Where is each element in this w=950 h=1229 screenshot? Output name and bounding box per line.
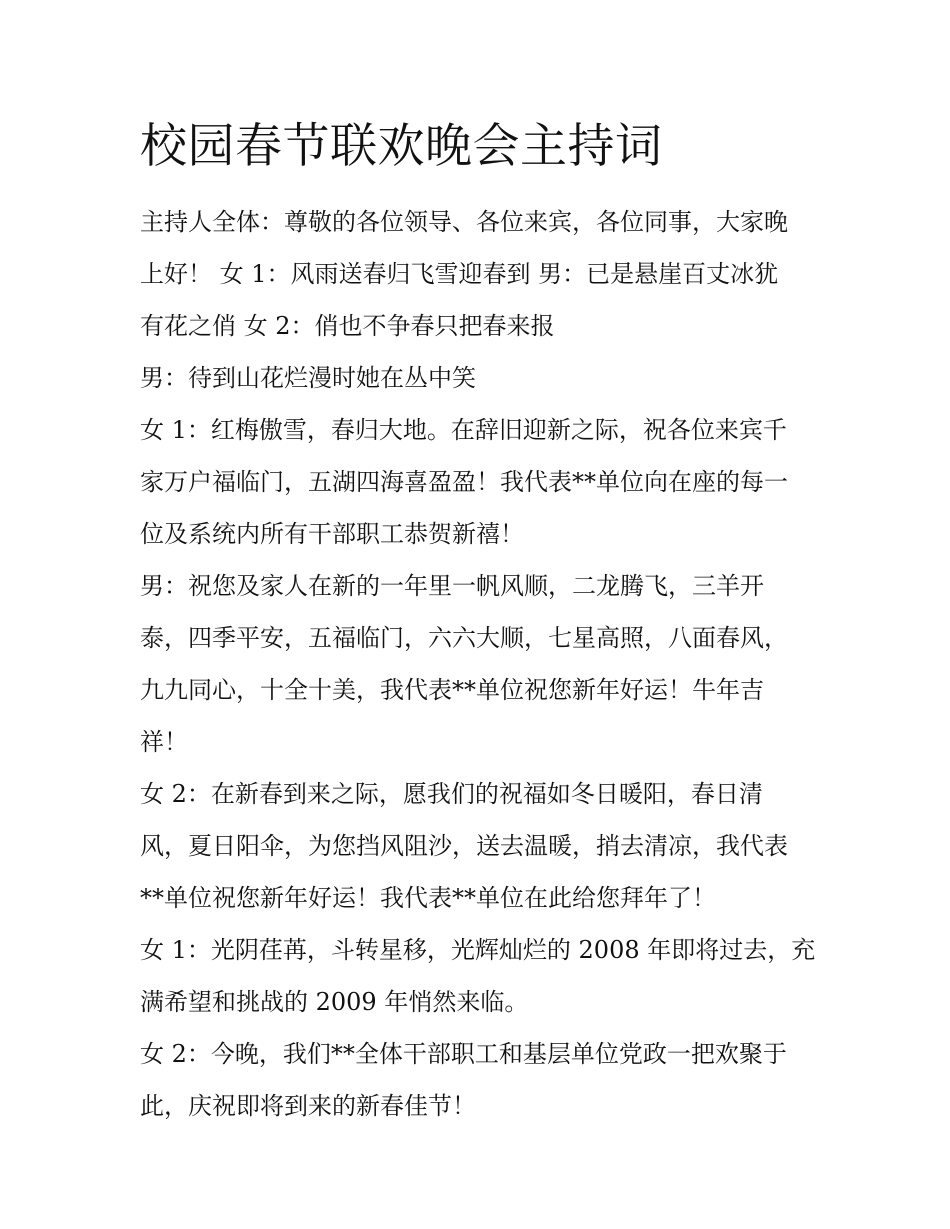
text-line: 女 1：红梅傲雪，春归大地。在辞旧迎新之际，祝各位来宾千 (140, 416, 787, 444)
text-line: 满希望和挑战的 2009 年悄然来临。 (140, 988, 529, 1016)
text-line: 祥！ (140, 728, 188, 756)
text-line: 九九同心，十全十美，我代表**单位祝您新年好运！牛年吉 (140, 676, 764, 704)
text-line: 女 2：在新春到来之际，愿我们的祝福如冬日暖阳，春日清 (140, 780, 763, 808)
document-body (140, 196, 820, 1132)
text-line: 泰，四季平安，五福临门，六六大顺，七星高照，八面春风， (140, 624, 788, 652)
document-title: 校园春节联欢晚会主持词 (140, 119, 663, 174)
text-line: **单位祝您新年好运！我代表**单位在此给您拜年了！ (140, 884, 716, 912)
text-line: 上好！ 女 1：风雨送春归飞雪迎春到 男：已是悬崖百丈冰犹 (140, 260, 779, 288)
text-line: 女 2：今晚，我们**全体干部职工和基层单位党政一把欢聚于 (140, 1040, 787, 1068)
text-line: 男：待到山花烂漫时她在丛中笑 (140, 364, 476, 392)
text-line: 女 1：光阴荏苒，斗转星移，光辉灿烂的 2008 年即将过去，充 (140, 936, 816, 964)
text-line: 位及系统内所有干部职工恭贺新禧！ (140, 520, 524, 548)
text-line: 风，夏日阳伞，为您挡风阻沙，送去温暖，捎去清凉，我代表 (140, 832, 788, 860)
text-line: 有花之俏 女 2：俏也不争春只把春来报 (140, 312, 555, 340)
text-line: 家万户福临门，五湖四海喜盈盈！我代表**单位向在座的每一 (140, 468, 788, 496)
text-line: 此，庆祝即将到来的新春佳节！ (140, 1092, 476, 1120)
text-line: 主持人全体：尊敬的各位领导、各位来宾，各位同事，大家晚 (140, 208, 788, 236)
text-line: 男：祝您及家人在新的一年里一帆风顺，二龙腾飞，三羊开 (140, 572, 764, 600)
